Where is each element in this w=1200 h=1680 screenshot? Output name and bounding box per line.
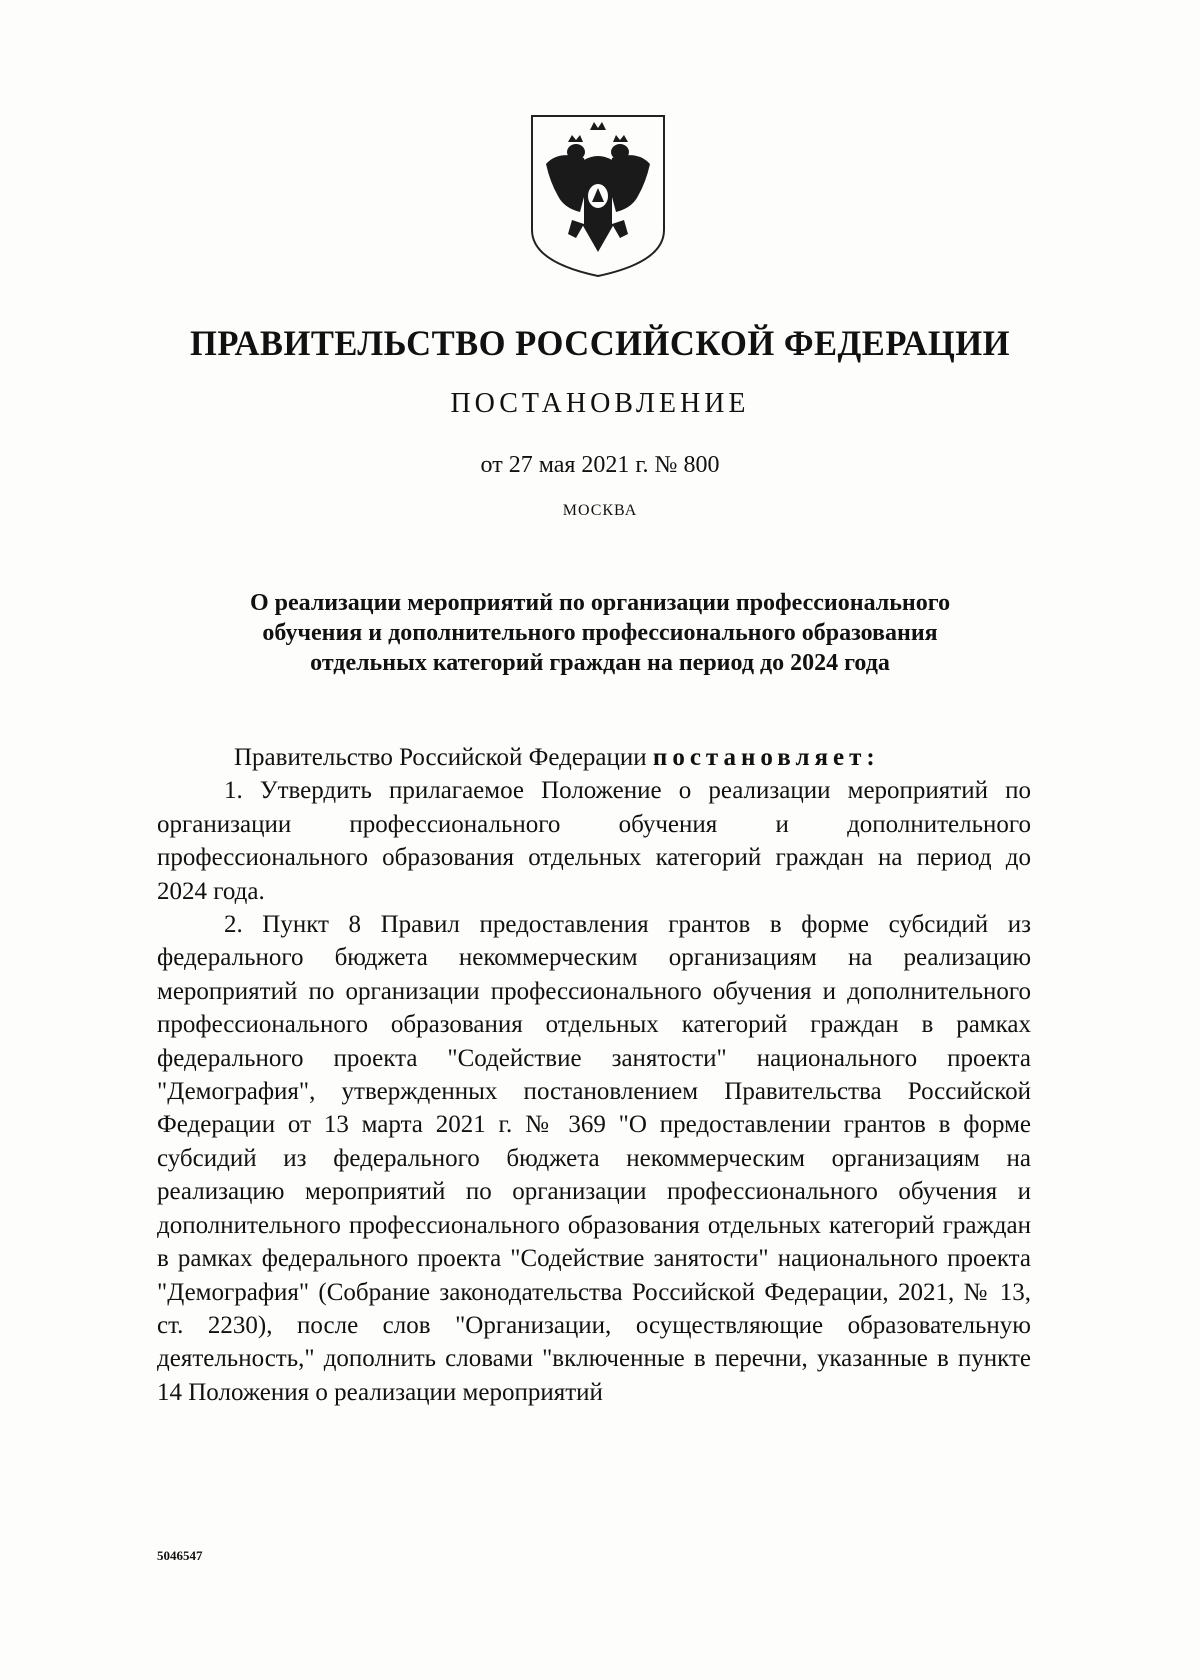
organization-title: ПРАВИТЕЛЬСТВО РОССИЙСКОЙ ФЕДЕРАЦИИ [189, 323, 1011, 363]
subject-line: О реализации мероприятий по организации профессионального [249, 590, 951, 616]
document-city: МОСКВА [562, 502, 638, 519]
subject-line: отдельных категорий граждан на период до 2024 года [310, 650, 890, 676]
preamble-paragraph [157, 741, 1031, 774]
item-2-paragraph: 2. Пункт 8 Правил предоставления грантов в форме субсидий из федерального бюджета некоммерческим организациям на реализацию мероприятий по организации профессионального обучения и дополнительного профессионального образования отдельных категорий граждан в рамках федерального проекта "Содействие занятости" национального проекта "Демография", утвержденных постановлением Правительства Российской Федерации от 13 марта 2021 г. № 369 "О предоставлении грантов в форме субсидий из федерального бюджета некоммерческим организациям на реализацию мероприятий по организации профессионального обучения и дополнительного профессионального образования отдельных категорий граждан в рамках федерального проекта "Содействие занятости" национального проекта "Демография" (Собрание законодательства Российской Федерации, 2021, № 13, ст. 2230), после слов "Организации, осуществляющие образовательную деятельность," дополнить словами "включенные в перечни, указанные в пункте 14 Положения о реализации мероприятий [157, 911, 1031, 1406]
footer-document-code: 5046547 [157, 1548, 203, 1563]
document-subject [150, 588, 1050, 678]
document-type: ПОСТАНОВЛЕНИЕ [450, 388, 750, 419]
document-body [157, 741, 1031, 1409]
item-1-paragraph: 1. Утвердить прилагаемое Положение о реализации мероприятий по организации профессионального обучения и дополнительного профессионального образования отдельных категорий граждан на период до 2024 года. [157, 777, 1031, 905]
document-date-number: от 27 мая 2021 г. № 800 [480, 452, 720, 478]
subject-line: обучения и дополнительного профессионального образования [262, 620, 938, 646]
preamble-verb: постановляет: [652, 744, 880, 771]
coat-of-arms-emblem [528, 112, 668, 280]
preamble-lead: Правительство Российской Федерации [234, 744, 653, 771]
